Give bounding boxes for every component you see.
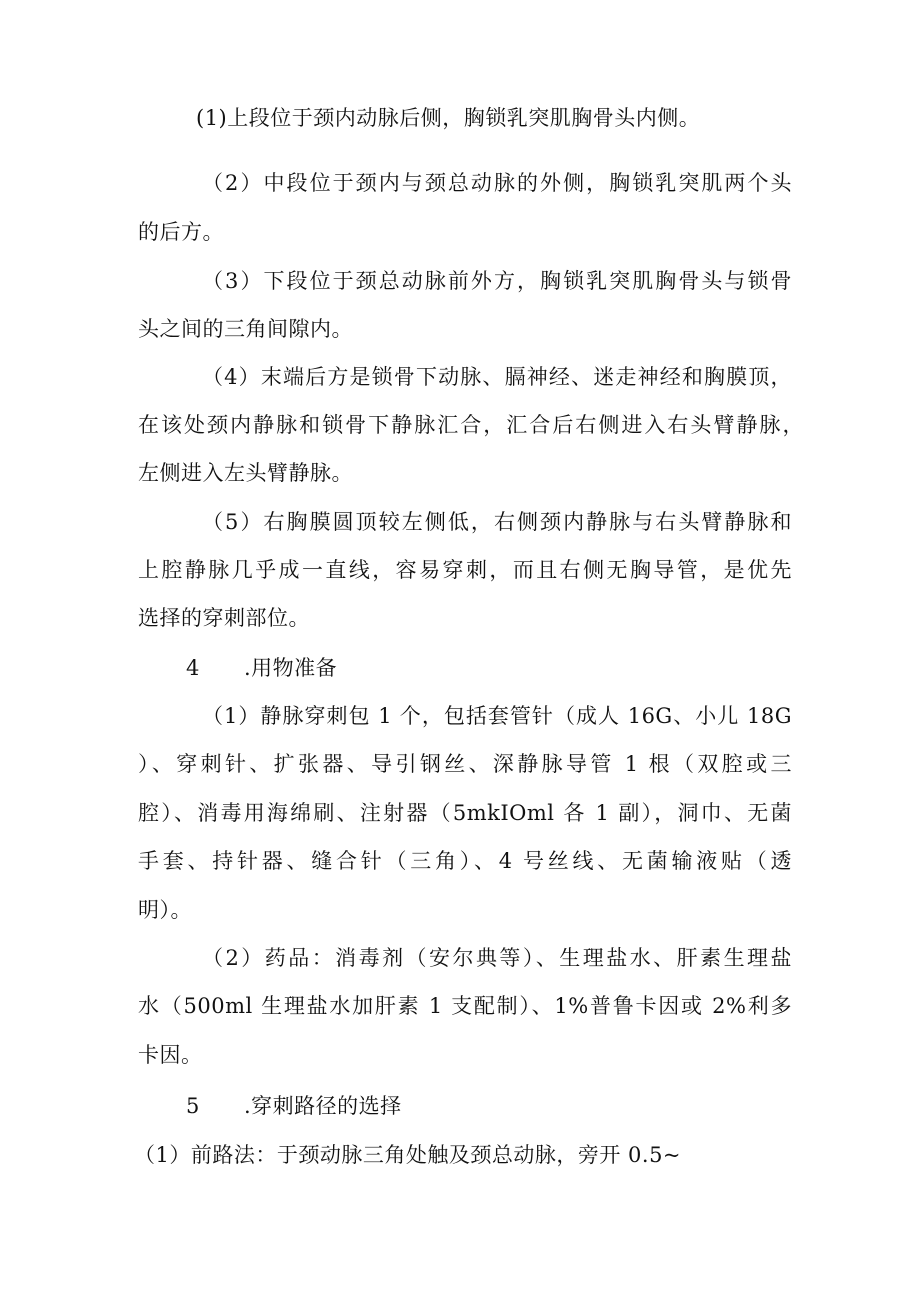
para-5-line-1: （5）右胸膜圆顶较左侧低，右侧颈内静脉与右头臂静脉和: [202, 510, 792, 534]
para-3-line-1: （3）下段位于颈总动脉前外方，胸锁乳突肌胸骨头与锁骨: [202, 269, 792, 293]
para-2-line-1: （2）中段位于颈内与颈总动脉的外侧，胸锁乳突肌两个头: [202, 171, 792, 195]
supplies-line-5: 明）。: [138, 898, 192, 922]
para-4-line-2: 在该处颈内静脉和锁骨下静脉汇合，汇合后右侧进入右头臂静脉，: [138, 413, 804, 437]
para-3-line-2: 头之间的三角间隙内。: [138, 317, 353, 341]
section-4-number: 4: [186, 656, 200, 680]
section-5-title: .穿刺路径的选择: [244, 1094, 402, 1118]
supplies-line-4: 手套、持针器、缝合针（三角）、4 号丝线、无菌输液贴（透: [138, 849, 792, 873]
drugs-line-3: 卡因。: [138, 1043, 203, 1067]
section-4-title: .用物准备: [244, 656, 338, 680]
section-5-number: 5: [186, 1094, 200, 1118]
drugs-line-1: （2）药品：消毒剂（安尔典等）、生理盐水、肝素生理盐: [202, 946, 792, 970]
drugs-line-2: 水（500ml 生理盐水加肝素 1 支配制）、1%普鲁卡因或 2%利多: [138, 994, 792, 1018]
para-4-line-3: 左侧进入左头臂静脉。: [138, 461, 353, 485]
para-5-line-2: 上腔静脉几乎成一直线，容易穿刺，而且右侧无胸导管，是优先: [138, 558, 792, 582]
para-2-line-2: 的后方。: [138, 220, 224, 244]
supplies-line-1: （1）静脉穿刺包 1 个，包括套管针（成人 16G、小儿 18G: [202, 704, 792, 728]
para-5-line-3: 选择的穿刺部位。: [138, 606, 310, 630]
supplies-line-3: 腔）、消毒用海绵刷、注射器（5mkIOml 各 1 副），洞巾、无菌: [138, 801, 792, 825]
supplies-line-2: ）、穿刺针、扩张器、导引钢丝、深静脉导管 1 根（双腔或三: [138, 752, 792, 776]
para-1-line-1: (1)上段位于颈内动脉后侧，胸锁乳突肌胸骨头内侧。: [196, 106, 701, 130]
approach-line-1: （1）前路法：于颈动脉三角处触及颈总动脉，旁开 0.5~: [134, 1143, 682, 1167]
para-4-line-1: （4）末端后方是锁骨下动脉、膈神经、迷走神经和胸膜顶，: [202, 365, 792, 389]
